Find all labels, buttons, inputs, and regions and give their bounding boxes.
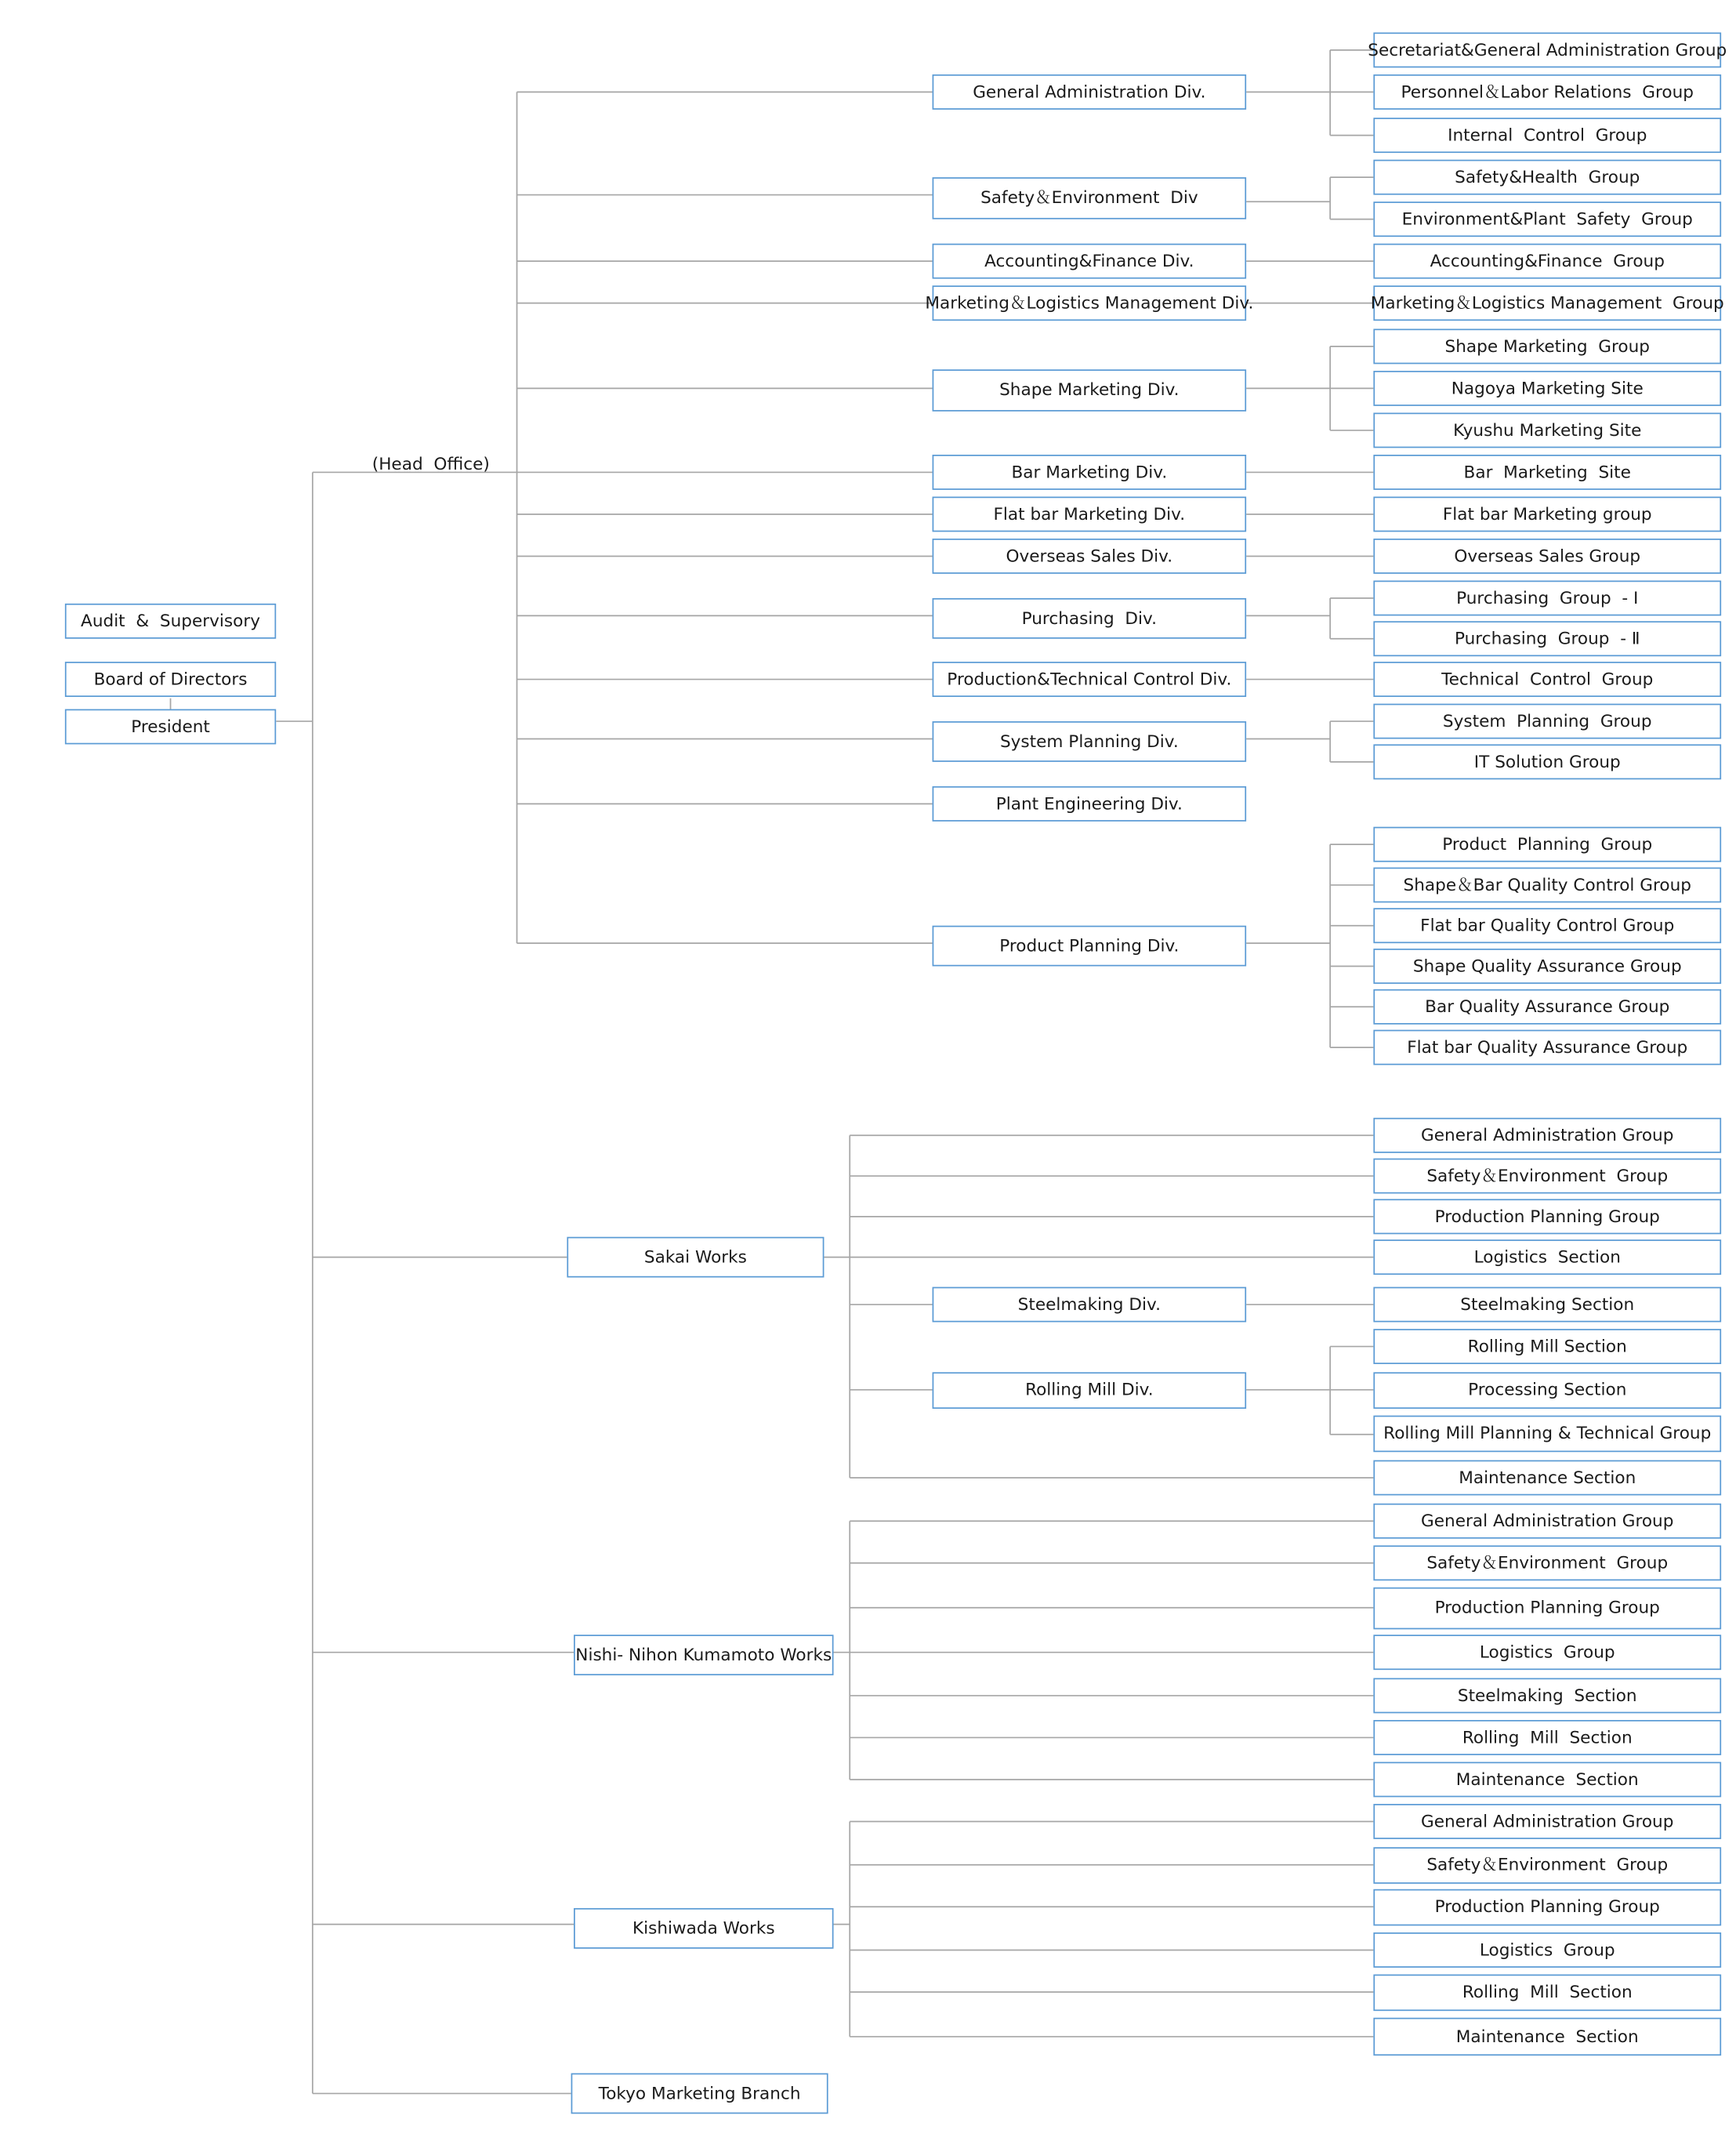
safety-environment-div: Safety＆Environment Div (933, 177, 1247, 220)
kumamoto-logistics-group: Logistics Group (1373, 1635, 1721, 1670)
kishiwada-production-planning-group: Production Planning Group (1373, 1889, 1721, 1926)
kishiwada-safety-environment-group: Safety＆Environment Group (1373, 1847, 1721, 1884)
shape-marketing-group: Shape Marketing Group (1373, 328, 1721, 364)
kumamoto-safety-environment-group: Safety＆Environment Group (1373, 1545, 1721, 1580)
sakai-production-planning-group: Production Planning Group (1373, 1199, 1721, 1234)
sakai-logistics-section: Logistics Section (1373, 1239, 1721, 1275)
production-technical-div: Production&Technical Control Div. (933, 662, 1247, 697)
safety-health-group: Safety&Health Group (1373, 160, 1721, 195)
bar-quality-assurance-group: Bar Quality Assurance Group (1373, 989, 1721, 1025)
kumamoto-rolling-mill-section: Rolling Mill Section (1373, 1720, 1721, 1755)
technical-control-group: Technical Control Group (1373, 662, 1721, 697)
environment-plant-safety-group: Environment&Plant Safety Group (1373, 201, 1721, 237)
kumamoto-steelmaking-section: Steelmaking Section (1373, 1678, 1721, 1713)
kumamoto-works-box: Nishi- Nihon Kumamoto Works (574, 1635, 833, 1675)
tokyo-marketing-branch-box: Tokyo Marketing Branch (571, 2074, 828, 2114)
flat-bar-quality-assurance-group: Flat bar Quality Assurance Group (1373, 1030, 1721, 1065)
purchasing-group-1: Purchasing Group - Ⅰ (1373, 581, 1721, 616)
flat-bar-marketing-div: Flat bar Marketing Div. (933, 497, 1247, 532)
kumamoto-production-planning-group: Production Planning Group (1373, 1588, 1721, 1630)
board-of-directors-box: Board of Directors (65, 662, 276, 697)
secretariat-group: Secretariat&General Administration Group (1373, 32, 1721, 67)
bar-marketing-site: Bar Marketing Site (1373, 455, 1721, 490)
kishiwada-logistics-group: Logistics Group (1373, 1932, 1721, 1968)
marketing-logistics-group: Marketing＆Logistics Management Group (1373, 285, 1721, 321)
system-planning-div: System Planning Div. (933, 721, 1247, 762)
sakai-rolling-mill-div: Rolling Mill Div. (933, 1372, 1247, 1409)
shape-bar-quality-control-group: Shape＆Bar Quality Control Group (1373, 867, 1721, 902)
internal-control-group: Internal Control Group (1373, 118, 1721, 153)
product-planning-group: Product Planning Group (1373, 827, 1721, 862)
kumamoto-general-administration-group: General Administration Group (1373, 1504, 1721, 1539)
kyushu-marketing-site: Kyushu Marketing Site (1373, 412, 1721, 448)
shape-marketing-div: Shape Marketing Div. (933, 369, 1247, 412)
flat-bar-quality-control-group: Flat bar Quality Control Group (1373, 908, 1721, 943)
bar-marketing-div: Bar Marketing Div. (933, 455, 1247, 490)
marketing-logistics-div: Marketing＆Logistics Management Div. (933, 285, 1247, 321)
accounting-finance-div: Accounting&Finance Div. (933, 244, 1247, 279)
kishiwada-maintenance-section: Maintenance Section (1373, 2018, 1721, 2056)
kishiwada-rolling-mill-section: Rolling Mill Section (1373, 1975, 1721, 2012)
sakai-steelmaking-section: Steelmaking Section (1373, 1287, 1721, 1323)
kishiwada-general-administration-group: General Administration Group (1373, 1804, 1721, 1839)
sakai-rolling-mill-section: Rolling Mill Section (1373, 1329, 1721, 1364)
it-solution-group: IT Solution Group (1373, 744, 1721, 779)
sakai-processing-section: Processing Section (1373, 1372, 1721, 1409)
head-office-label: (Head Office) (371, 453, 490, 474)
purchasing-div: Purchasing Div. (933, 598, 1247, 639)
sakai-maintenance-section: Maintenance Section (1373, 1461, 1721, 1496)
accounting-finance-group: Accounting&Finance Group (1373, 244, 1721, 279)
purchasing-group-2: Purchasing Group - Ⅱ (1373, 621, 1721, 656)
flat-bar-marketing-group: Flat bar Marketing group (1373, 497, 1721, 532)
overseas-sales-group: Overseas Sales Group (1373, 539, 1721, 574)
nagoya-marketing-site: Nagoya Marketing Site (1373, 371, 1721, 406)
audit-supervisory-box: Audit & Supervisory (65, 604, 276, 639)
system-planning-group: System Planning Group (1373, 704, 1721, 739)
sakai-safety-environment-group: Safety＆Environment Group (1373, 1159, 1721, 1194)
product-planning-div: Product Planning Div. (933, 926, 1247, 967)
president-box: President (65, 709, 276, 745)
sakai-general-administration-group: General Administration Group (1373, 1118, 1721, 1153)
sakai-rolling-mill-planning-group: Rolling Mill Planning & Technical Group (1373, 1416, 1721, 1453)
kumamoto-maintenance-section: Maintenance Section (1373, 1762, 1721, 1798)
personnel-labor-group: Personnel＆Labor Relations Group (1373, 74, 1721, 110)
sakai-works-box: Sakai Works (567, 1237, 824, 1278)
sakai-steelmaking-div: Steelmaking Div. (933, 1287, 1247, 1323)
overseas-sales-div: Overseas Sales Div. (933, 539, 1247, 574)
shape-quality-assurance-group: Shape Quality Assurance Group (1373, 949, 1721, 984)
general-administration-div: General Administration Div. (933, 74, 1247, 110)
kishiwada-works-box: Kishiwada Works (574, 1908, 833, 1949)
plant-engineering-div: Plant Engineering Div. (933, 786, 1247, 822)
